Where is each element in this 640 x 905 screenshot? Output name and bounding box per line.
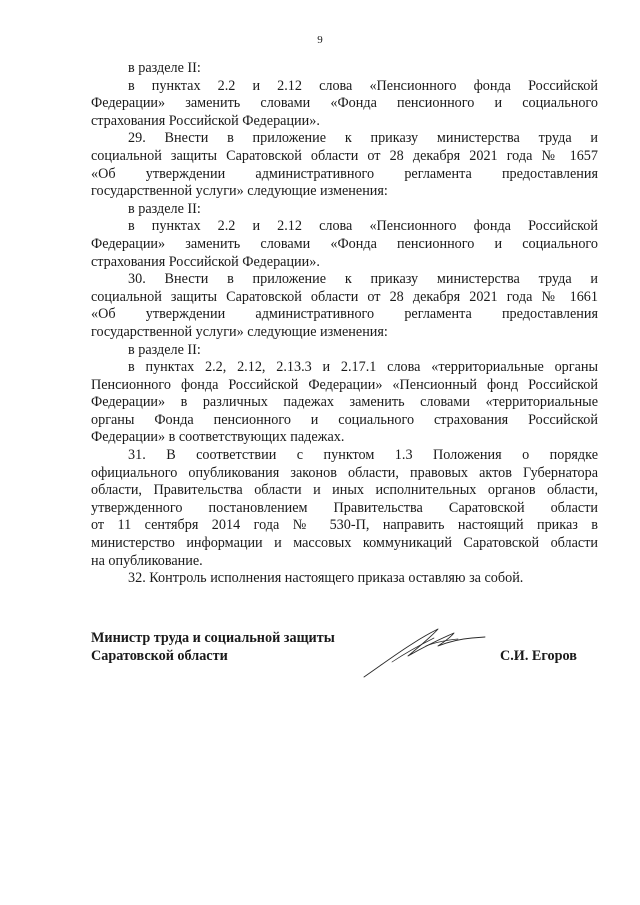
text-line: в разделе II: <box>128 60 201 76</box>
signer-position-line-2: Саратовской области <box>91 648 228 664</box>
signature-position <box>91 629 381 665</box>
signer-name: С.И. Егоров <box>500 648 577 664</box>
text-line: социальной защиты Саратовской области от 28 декабря 2021 года № 1661 <box>91 288 598 305</box>
signer-position-line-1: Министр труда и социальной защиты <box>91 630 335 646</box>
text-line: Пенсионного фонда Российской Федерации» «Пенсионный фонд Российской <box>91 376 598 393</box>
page-number: 9 <box>317 34 323 46</box>
text-line: 31. В соответствии с пунктом 1.3 Положения о порядке <box>128 447 598 464</box>
document-body <box>91 60 598 588</box>
text-line: в разделе II: <box>128 341 201 358</box>
text-line: 30. Внести в приложение к приказу министерства труда и <box>128 271 598 288</box>
text-line: страхования Российской Федерации». <box>91 253 320 270</box>
text-line: в пунктах 2.2, 2.12, 2.13.3 и 2.17.1 слова «территориальные органы <box>128 359 598 376</box>
text-line: органы Фонда пенсионного и социального страхования Российской <box>91 411 598 428</box>
text-line: официального опубликования законов области, правовых актов Губернатора <box>91 464 598 481</box>
text-line: в пунктах 2.2 и 2.12 слова «Пенсионного фонда Российской <box>128 77 598 94</box>
text-line: в пунктах 2.2 и 2.12 слова «Пенсионного фонда Российской <box>128 218 598 235</box>
text-line: утвержденного постановлением Правительства Саратовской области <box>91 499 598 516</box>
text-line: 32. Контроль исполнения настоящего приказа оставляю за собой. <box>128 570 524 587</box>
text-line: Федерации» в различных падежах заменить словами «территориальные <box>91 394 598 411</box>
text-line: на опубликование. <box>91 552 203 569</box>
text-line: от 11 сентября 2014 года № 530-П, направить настоящий приказ в <box>91 517 598 534</box>
text-line: страхования Российской Федерации». <box>91 112 320 129</box>
text-line: 29. Внести в приложение к приказу министерства труда и <box>128 130 598 147</box>
text-line: государственной услуги» следующие изменения: <box>91 323 388 340</box>
text-line: Федерации» заменить словами «Фонда пенсионного и социального <box>91 235 598 252</box>
text-line: министерство информации и массовых коммуникаций Саратовской области <box>91 535 598 552</box>
text-line: государственной услуги» следующие изменения: <box>91 183 388 200</box>
text-line: области, Правительства области и иных исполнительных органов области, <box>91 482 598 499</box>
text-line: социальной защиты Саратовской области от 28 декабря 2021 года № 1657 <box>91 147 598 164</box>
text-line: в разделе II: <box>128 200 201 217</box>
text-line: Федерации» заменить словами «Фонда пенсионного и социального <box>91 95 598 112</box>
text-line: «Об утверждении административного регламента предоставления <box>91 306 598 323</box>
text-line: Федерации» в соответствующих падежах. <box>91 429 345 446</box>
handwritten-signature <box>362 622 487 680</box>
text-line: «Об утверждении административного регламента предоставления <box>91 165 598 182</box>
